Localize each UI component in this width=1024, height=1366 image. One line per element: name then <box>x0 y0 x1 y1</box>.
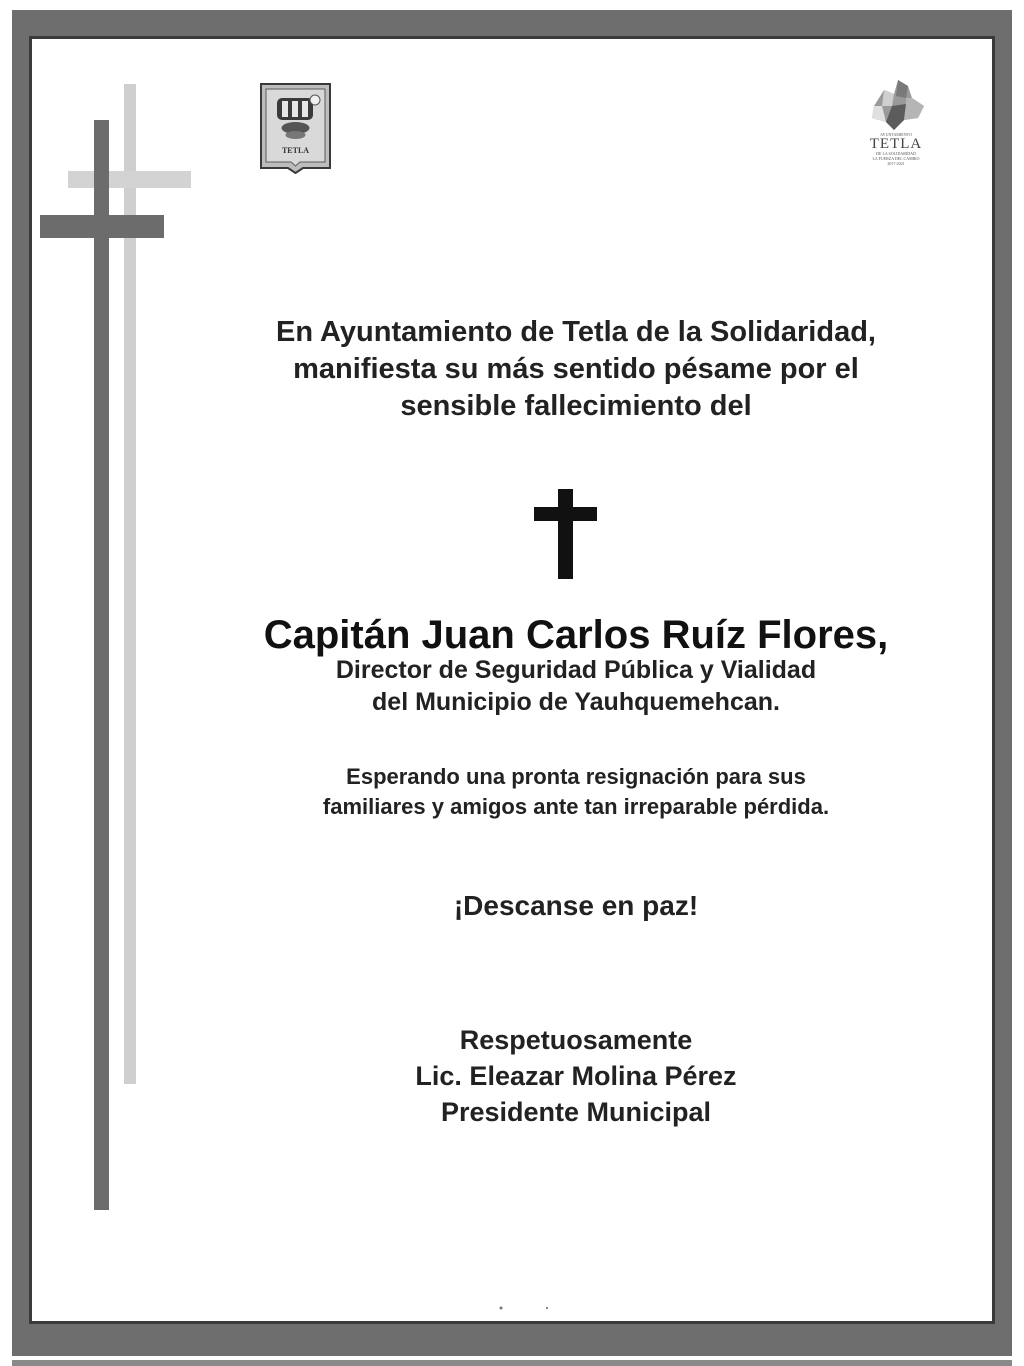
signature-name: Lic. Eleazar Molina Pérez <box>415 1061 737 1091</box>
deceased-title <box>200 654 952 718</box>
print-specks <box>497 1306 557 1310</box>
hope-line-1: Esperando una pronta resignación para sus <box>346 764 806 789</box>
ayuntamiento-logo <box>860 76 932 186</box>
hope-line-2: familiares y amigos ante tan irreparable pérdida. <box>322 794 830 819</box>
logo-line-solidaridad: DE LA SOLIDARIDAD <box>876 151 916 156</box>
deceased-title-line-2: del Municipio de Yauhquemehcan. <box>372 688 780 716</box>
logo-line-ayuntamiento: AYUNTAMIENTO <box>880 132 912 137</box>
intro-line-2: manifiesta su más sentido pésame por el <box>293 353 859 385</box>
shield-label: TETLA <box>281 146 310 155</box>
signature-block <box>200 1022 952 1130</box>
logo-line-slogan: LA FUERZA DEL CAMBIO <box>872 156 920 161</box>
bottom-rule <box>12 1360 1012 1366</box>
logo-name: TETLA <box>869 136 923 152</box>
logo-line-period: 2017-2021 <box>887 161 905 166</box>
intro-line-1: En Ayuntamiento de Tetla de la Solidaridad, <box>276 316 876 348</box>
decorative-cross-dark-vertical <box>94 120 109 1210</box>
deceased-title-line-1: Director de Seguridad Pública y Vialidad <box>335 656 817 684</box>
intro-text <box>200 314 952 425</box>
decorative-cross-light-horizontal <box>68 171 191 188</box>
intro-line-3: sensible fallecimiento del <box>400 390 752 422</box>
signature-position: Presidente Municipal <box>440 1097 712 1127</box>
municipal-shield-logo <box>259 82 332 174</box>
signature-closing: Respetuosamente <box>459 1025 693 1055</box>
cross-icon <box>534 489 597 579</box>
state-map-icon <box>864 76 928 132</box>
hope-message <box>200 762 952 822</box>
deceased-name: Capitán Juan Carlos Ruíz Flores, <box>263 613 889 657</box>
rest-in-peace: ¡Descanse en paz! <box>453 890 699 921</box>
decorative-cross-dark-horizontal <box>40 215 164 238</box>
